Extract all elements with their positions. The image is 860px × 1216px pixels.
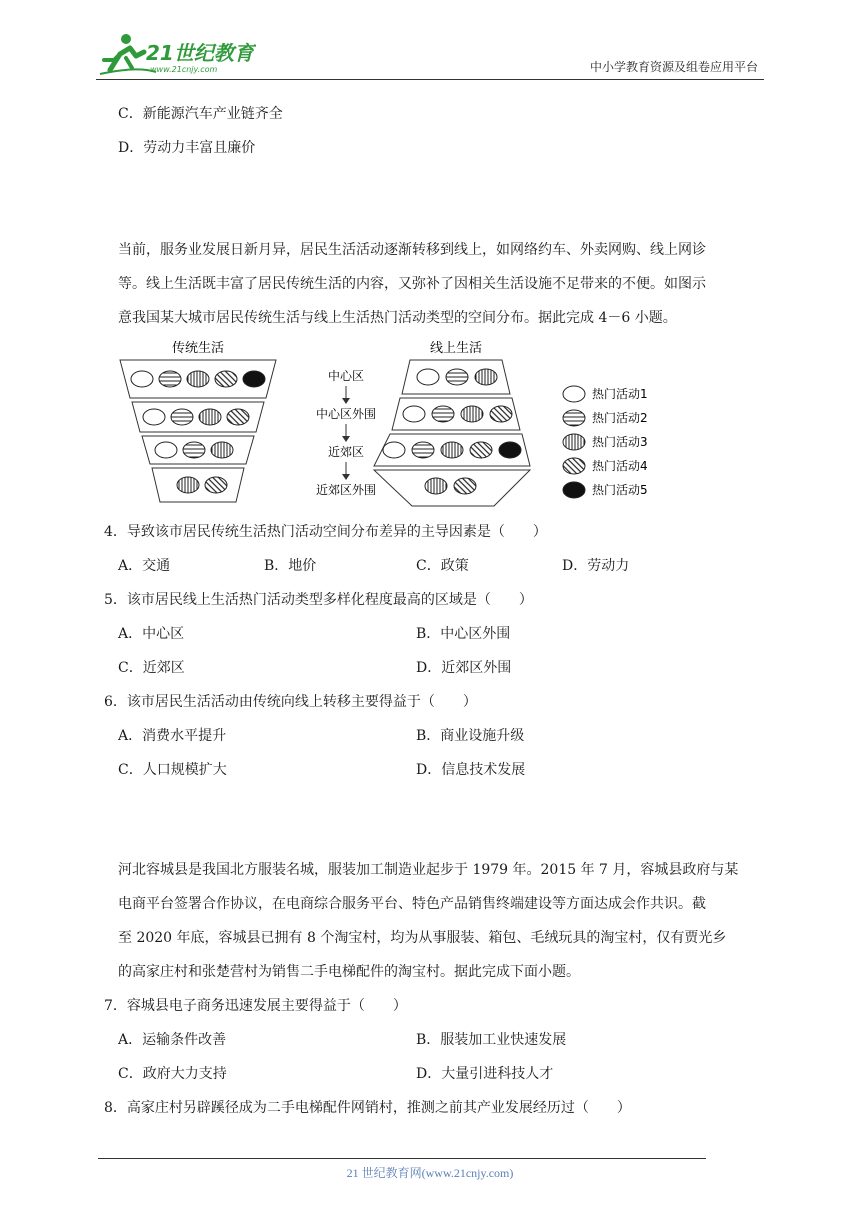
activity-2-marker (412, 442, 434, 458)
traditional-life-funnel (120, 340, 276, 502)
q4-option-c: C．政策 (416, 558, 469, 574)
activity-3-marker (187, 371, 209, 387)
platform-name: 中小学教育资源及组卷应用平台 (589, 60, 758, 74)
activity-1-marker (403, 406, 425, 422)
passage2-line4: 的高家庄村和张楚营村为销售二手电梯配件的淘宝村。据此完成下面小题。 (118, 964, 580, 980)
q7-stem: 7．容城县电子商务迅速发展主要得益于（ ） (104, 998, 407, 1014)
activity-2-marker (183, 442, 205, 458)
online-life-shape (374, 340, 530, 506)
passage1-line3: 意我国某大城市居民传统生活与线上生活热门活动类型的空间分布。据此完成 4－6 小题。 (118, 310, 677, 326)
footer-rule (98, 1158, 706, 1159)
q5-option-d: D．近郊区外围 (416, 660, 512, 676)
activity-4-marker (470, 442, 492, 458)
passage2-line3: 至 2020 年底，容城县已拥有 8 个淘宝村，均为从事服装、箱包、毛绒玩具的淘宝村，仅有贾光乡 (118, 930, 727, 946)
activity-2-marker (446, 369, 468, 385)
activity-1-marker (417, 369, 439, 385)
q5-option-b: B．中心区外围 (416, 626, 511, 642)
q7-option-b: B．服装加工业快速发展 (416, 1032, 567, 1048)
activity-3-marker (461, 406, 483, 422)
activity-4-marker (454, 478, 476, 494)
legend-activity-2-marker (563, 410, 585, 426)
zone-labels (316, 368, 376, 497)
q7-option-c: C．政府大力支持 (118, 1066, 227, 1082)
q8-stem: 8．高家庄村另辟蹊径成为二手电梯配件网销村，推测之前其产业发展经历过（ ） (104, 1100, 631, 1116)
svg-text:传统生活: 传统生活 (171, 341, 225, 356)
activity-3-marker (211, 442, 233, 458)
svg-text:中心区外围: 中心区外围 (315, 407, 377, 421)
activity-3-marker (177, 477, 199, 493)
q6-option-d: D．信息技术发展 (416, 762, 526, 778)
passage2-line2: 电商平台签署合作协议，在电商综合服务平台、特色产品销售终端建设等方面达成会作共识。截 (118, 896, 706, 912)
q4-stem: 4．导致该市居民传统生活热门活动空间分布差异的主导因素是（ ） (104, 524, 547, 540)
q5-option-a: A．中心区 (118, 626, 185, 642)
activity-1-marker (155, 442, 177, 458)
activity-4-marker (205, 477, 227, 493)
q5-stem: 5．该市居民线上生活热门活动类型多样化程度最高的区域是（ ） (104, 592, 533, 608)
activity-3-marker (425, 478, 447, 494)
q6-option-c: C．人口规模扩大 (118, 762, 227, 778)
activity-1-marker (131, 371, 153, 387)
page-footer: 21 世纪教育网(www.21cnjy.com) (346, 1166, 514, 1180)
passage2-line1: 河北容城县是我国北方服装名城，服装加工制造业起步于 1979 年。2015 年 7 月，容城县政府与某 (118, 862, 739, 878)
page-header (96, 30, 764, 80)
q4-option-a: A．交通 (118, 558, 171, 574)
activity-3-marker (441, 442, 463, 458)
svg-text:线上生活: 线上生活 (429, 341, 483, 356)
prev-option-c: C．新能源汽车产业链齐全 (118, 106, 283, 122)
activity-2-marker (159, 371, 181, 387)
figure-legend (563, 386, 648, 498)
legend-label: 热门活动1 (592, 387, 648, 401)
q7-option-a: A．运输条件改善 (118, 1032, 227, 1048)
legend-label: 热门活动3 (592, 435, 648, 449)
svg-text:www.21cnjy.com: www.21cnjy.com (150, 65, 218, 74)
activity-1-marker (143, 409, 165, 425)
q6-option-b: B．商业设施升级 (416, 728, 525, 744)
legend-label: 热门活动4 (592, 459, 648, 473)
activity-1-marker (383, 442, 405, 458)
activity-2-marker (432, 406, 454, 422)
q7-option-d: D．大量引进科技人才 (416, 1066, 554, 1082)
activity-4-marker (215, 371, 237, 387)
q5-option-c: C．近郊区 (118, 660, 185, 676)
q4-option-d: D．劳动力 (562, 558, 630, 574)
passage1-line2: 等。线上生活既丰富了居民传统生活的内容，又弥补了因相关生活设施不足带来的不便。如图示 (118, 276, 706, 292)
activity-3-marker (199, 409, 221, 425)
svg-text:21世纪教育: 21世纪教育 (146, 41, 254, 65)
svg-text:近郊区: 近郊区 (327, 445, 365, 459)
activity-5-marker (499, 442, 521, 458)
activity-4-marker (227, 409, 249, 425)
legend-activity-4-marker (563, 458, 585, 474)
svg-text:近郊区外围: 近郊区外围 (315, 483, 377, 497)
passage1-line1: 当前，服务业发展日新月异，居民生活活动逐渐转移到线上，如网络约车、外卖网购、线上网诊 (118, 242, 706, 258)
svg-text:中心区: 中心区 (327, 369, 365, 383)
q4-option-b: B．地价 (264, 558, 317, 574)
activity-distribution-figure (118, 336, 658, 512)
legend-label: 热门活动2 (592, 411, 648, 425)
prev-option-d: D．劳动力丰富且廉价 (118, 140, 256, 156)
site-logo (96, 30, 256, 78)
legend-activity-3-marker (563, 434, 585, 450)
legend-activity-1-marker (563, 386, 585, 402)
activity-4-marker (490, 406, 512, 422)
activity-2-marker (171, 409, 193, 425)
q6-stem: 6．该市居民生活活动由传统向线上转移主要得益于（ ） (104, 694, 477, 710)
legend-activity-5-marker (563, 482, 585, 498)
activity-5-marker (243, 371, 265, 387)
legend-label: 热门活动5 (592, 483, 648, 497)
q6-option-a: A．消费水平提升 (118, 728, 227, 744)
activity-3-marker (475, 369, 497, 385)
